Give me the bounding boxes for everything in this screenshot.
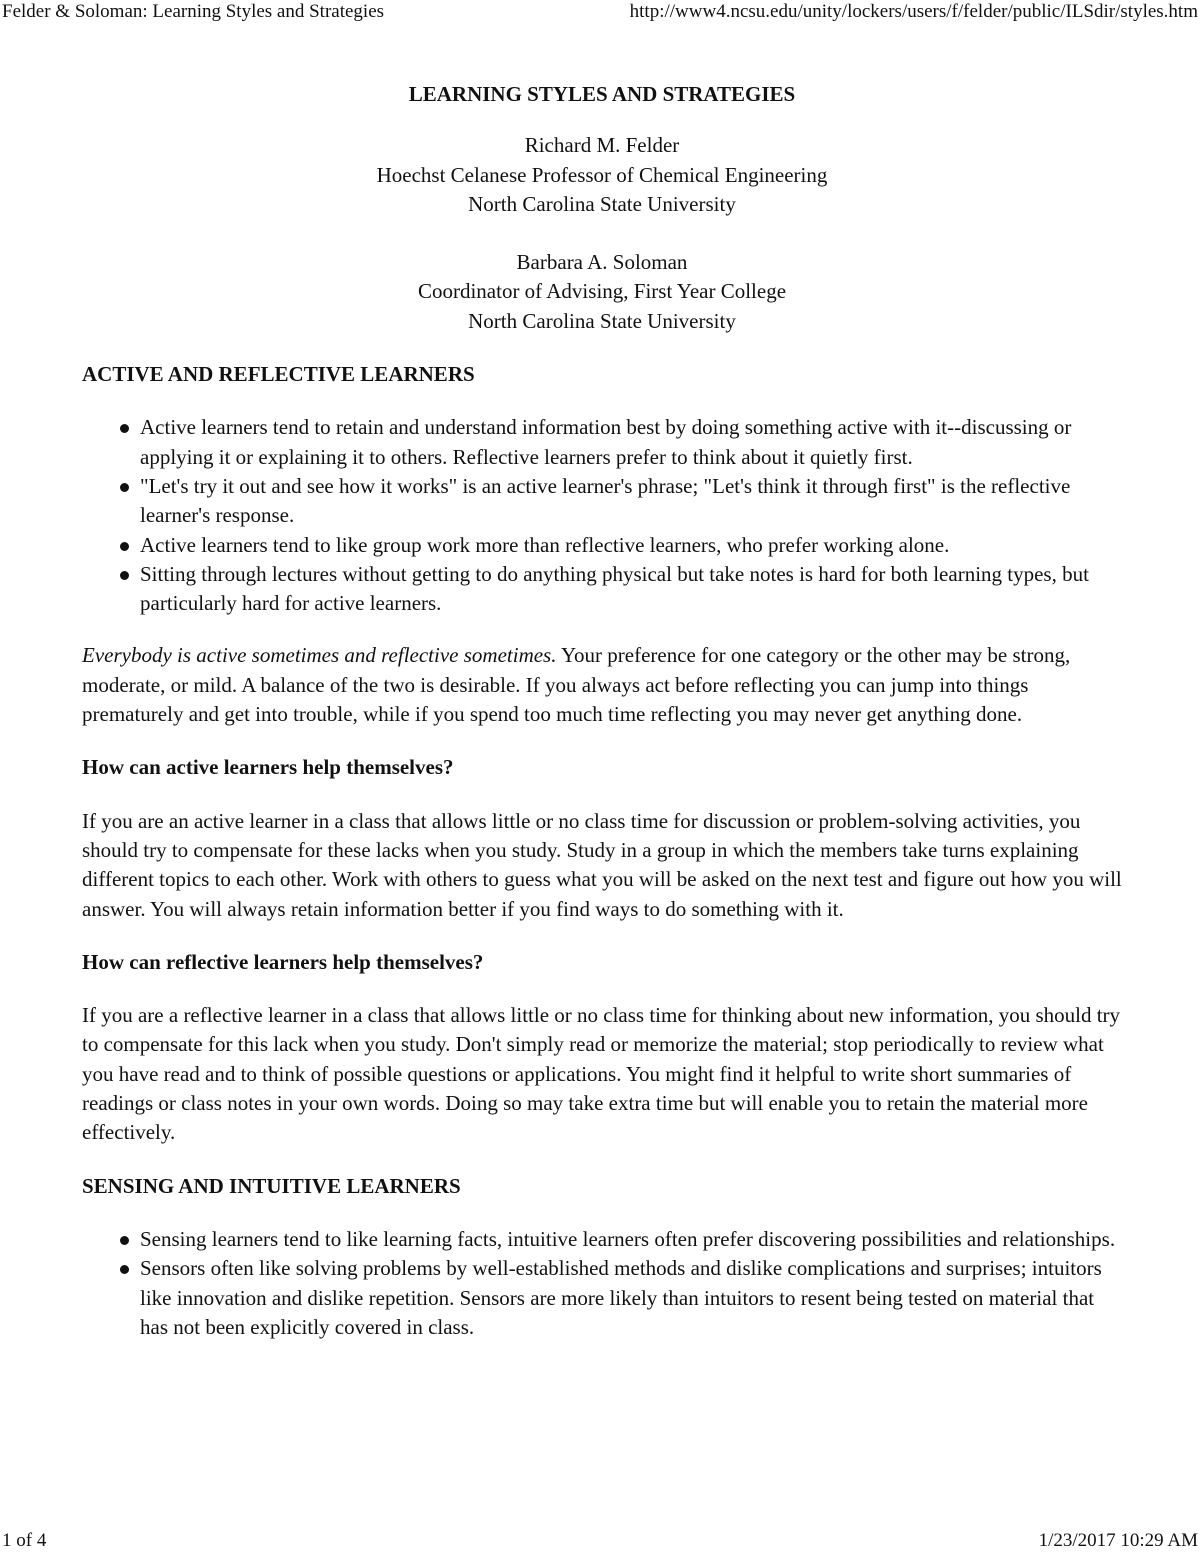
document-body: [82, 80, 1122, 1365]
document-title: LEARNING STYLES AND STRATEGIES: [408, 82, 796, 106]
section-heading-sensing-intuitive: SENSING AND INTUITIVE LEARNERS: [82, 1173, 461, 1198]
list-item-text: Sensing learners tend to like learning facts, intuitive learners often prefer discovering possibilities and relationships.: [140, 1226, 1116, 1251]
bullet-list-sensing-intuitive: [82, 1225, 1122, 1342]
bullet-icon: [120, 483, 129, 492]
bullet-list-active-reflective: [82, 413, 1122, 618]
author-name: Barbara A. Soloman: [516, 250, 688, 275]
author-affiliation: North Carolina State University: [468, 191, 736, 216]
author-role: Coordinator of Advising, First Year College: [417, 279, 787, 304]
section-heading-active-reflective: ACTIVE AND REFLECTIVE LEARNERS: [82, 362, 475, 387]
bullet-icon: [120, 1236, 129, 1245]
list-item: [82, 531, 1122, 560]
subheading-reflective-help: How can reflective learners help themselves?: [82, 949, 484, 974]
author-block-1: [82, 131, 1122, 219]
reflective-help-paragraph: If you are a reflective learner in a class that allows little or no class time for thinking about new information, you should try to compensate for this lack when you study. Don't simply read or memorize the material; stop periodically to review what you have read and to think of possible questions or applications. You might find it helpful to write short summaries of readings or class notes in your own words. Doing so may take extra time but will enable you to retain the material more effectively.: [82, 1003, 1121, 1145]
summary-text: Your preference for one category or the other may be strong, moderate, or mild. A balance of the two is desirable. If you always act before reflecting you can jump into things prematurely and get into trouble, while if you spend too much time reflecting you may never get anything done.: [82, 643, 1071, 727]
print-header-page-title: Felder & Soloman: Learning Styles and Strategies: [2, 1, 385, 22]
print-footer: [0, 1529, 1200, 1553]
bullet-icon: [120, 424, 129, 433]
print-header-url: http://www4.ncsu.edu/unity/lockers/users/f/felder/public/ILSdir/styles.htm: [629, 1, 1198, 22]
list-item: [82, 472, 1122, 531]
list-item: [82, 1225, 1122, 1254]
author-role: Hoechst Celanese Professor of Chemical Engineering: [376, 162, 828, 187]
author-name: Richard M. Felder: [524, 133, 680, 158]
active-help-paragraph: If you are an active learner in a class that allows little or no class time for discussion or problem-solving activities, you should try to compensate for these lacks when you study. Study in a group in which the members take turns explaining different topics to each other. Work with others to guess what you will be asked on the next test and figure out how you will answer. You will always retain information better if you find ways to do something with it.: [82, 808, 1122, 921]
list-item-text: Active learners tend to retain and understand information best by doing something active with it--discussing or applying it or explaining it to others. Reflective learners prefer to think about it quietly first.: [140, 415, 1072, 469]
list-item-text: Sitting through lectures without getting to do anything physical but take notes is hard for both learning types, but particularly hard for active learners.: [140, 561, 1089, 616]
print-timestamp: 1/23/2017 10:29 AM: [1038, 1530, 1198, 1551]
bullet-icon: [120, 542, 129, 551]
list-item-text: Active learners tend to like group work more than reflective learners, who prefer working alone.: [140, 532, 950, 557]
subheading-active-help: How can active learners help themselves?: [82, 755, 454, 780]
author-affiliation: North Carolina State University: [468, 308, 736, 333]
bullet-icon: [120, 1265, 129, 1274]
author-block-2: [82, 248, 1122, 336]
summary-paragraph: [82, 641, 1122, 729]
list-item: [82, 560, 1122, 619]
page-number: 1 of 4: [2, 1530, 47, 1551]
list-item: [82, 413, 1122, 472]
list-item: [82, 1254, 1122, 1342]
summary-emphasis: Everybody is active sometimes and reflective sometimes.: [82, 643, 557, 668]
bullet-icon: [120, 571, 129, 580]
list-item-text: "Let's try it out and see how it works" is an active learner's phrase; "Let's think it through first" is the reflective learner's response.: [140, 473, 1071, 528]
print-header: [0, 0, 1200, 24]
list-item-text: Sensors often like solving problems by well-established methods and dislike complications and surprises; intuitors like innovation and dislike repetition. Sensors are more likely than intuitors to resent being tested on material that has not been explicitly covered in class.: [140, 1256, 1102, 1339]
